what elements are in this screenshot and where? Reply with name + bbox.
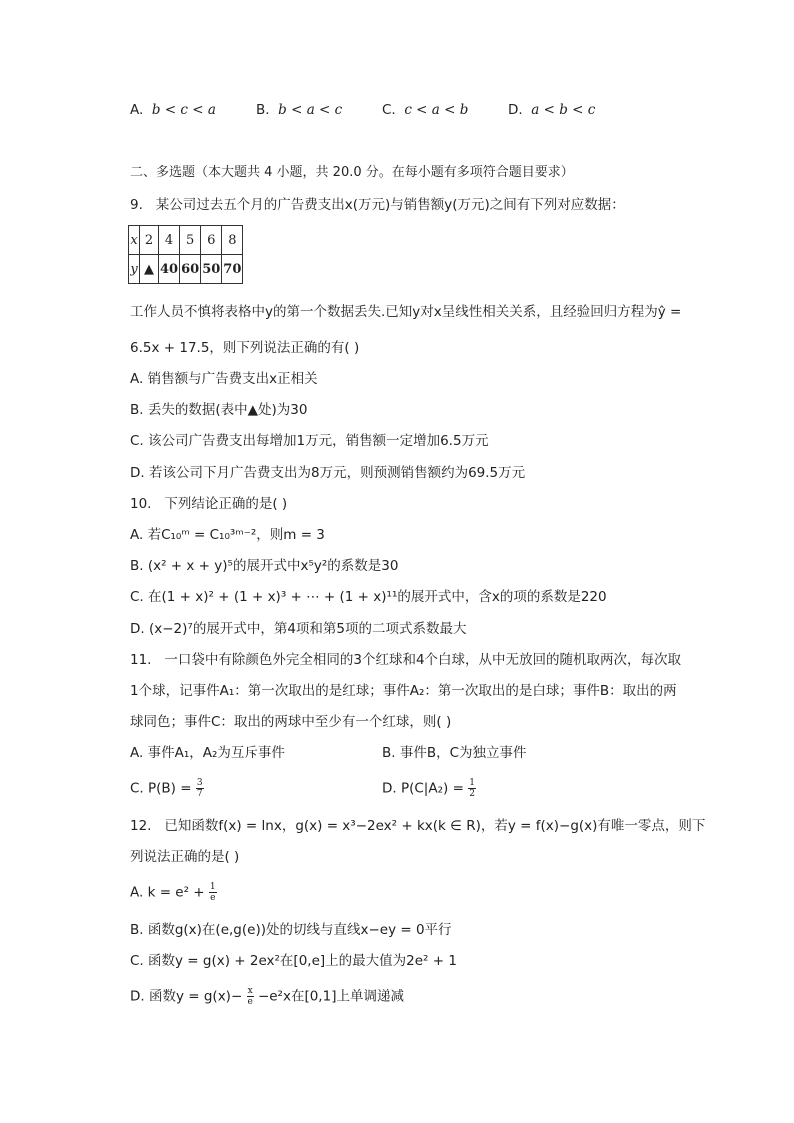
q9-option-c: C. 该公司广告费支出每增加1万元，销售额一定增加6.5万元 — [130, 433, 489, 449]
table-cell: 70 — [222, 255, 243, 284]
q12-option-b: B. 函数g(x)在(e,g(e))处的切线与直线x−ey = 0平行 — [130, 922, 452, 938]
q9-option-b: B. 丢失的数据(表中▲处)为30 — [130, 402, 308, 418]
q11-option-a: A. 事件A₁，A₂为互斥事件 — [130, 745, 285, 761]
previous-question-options — [130, 102, 650, 124]
q10-stem: 10. 下列结论正确的是( ) — [130, 496, 288, 512]
q9-line2: 工作人员不慎将表格中y的第一个数据丢失.已知y对x呈线性相关关系，且经验回归方程为ŷ = — [130, 304, 682, 320]
table-row — [129, 255, 243, 284]
q11-option-b: B. 事件B，C为独立事件 — [382, 745, 527, 761]
q11-option-d: D. P(C|A₂) = $\frac{1}{2}$ — [382, 778, 475, 799]
option-b: B. b < a < c — [256, 102, 343, 118]
q12-option-c: C. 函数y = g(x) + 2ex²在[0,e]上的最大值为2e² + 1 — [130, 953, 457, 969]
fraction: $\frac{1}{2}$ — [469, 778, 475, 799]
table-cell: 8 — [222, 226, 243, 255]
table-cell: ▲ — [140, 255, 159, 284]
q9-option-a: A. 销售额与广告费支出x正相关 — [130, 371, 318, 387]
fraction: $\frac{1}{e}$ — [209, 882, 216, 903]
q12-line2: 列说法正确的是( ) — [130, 849, 240, 865]
q10-option-d: D. (x−2)⁷的展开式中，第4项和第5项的二项式系数最大 — [130, 621, 467, 637]
table-cell: x — [129, 226, 140, 255]
table-cell: 6 — [201, 226, 222, 255]
q11-option-c: C. P(B) = $\frac{3}{7}$ — [130, 778, 203, 799]
table-row — [129, 226, 243, 255]
q9-line3: 6.5x + 17.5，则下列说法正确的有( ) — [130, 340, 360, 356]
q9-option-d: D. 若该公司下月广告费支出为8万元，则预测销售额约为69.5万元 — [130, 465, 526, 481]
table-cell: 5 — [180, 226, 201, 255]
table-cell: 50 — [201, 255, 222, 284]
table-cell: 4 — [159, 226, 180, 255]
q11-line2: 1个球，记事件A₁：第一次取出的是红球；事件A₂：第一次取出的是白球；事件B：取出的两 — [130, 683, 677, 699]
option-c: C. c < a < b — [382, 102, 469, 118]
q12-option-a: A. k = e² + $\frac{1}{e}$ — [130, 882, 216, 903]
q12-line1: 12. 已知函数f(x) = lnx，g(x) = x³−2ex² + kx(k ∈ R)，若y = f(x)−g(x)有唯一零点，则下 — [130, 818, 706, 834]
table-cell: 60 — [180, 255, 201, 284]
q9-data-table — [128, 225, 243, 284]
q9-stem: 9. 某公司过去五个月的广告费支出x(万元)与销售额y(万元)之间有下列对应数据： — [130, 197, 625, 213]
q12-option-d: D. 函数y = g(x)− $\frac{x}{e}$ −e²x在[0,1]上单调递减 — [130, 986, 404, 1007]
section-title: 二、多选题（本大题共 4 小题，共 20.0 分。在每小题有多项符合题目要求） — [130, 165, 574, 180]
option-d: D. a < b < c — [508, 102, 596, 118]
table-cell: 2 — [140, 226, 159, 255]
table-cell: 40 — [159, 255, 180, 284]
q11-line1: 11. 一口袋中有除颜色外完全相同的3个红球和4个白球，从中无放回的随机取两次，每次取 — [130, 652, 682, 668]
option-a: A. b < c < a — [130, 102, 216, 118]
q10-option-a: A. 若C₁₀ᵐ = C₁₀³ᵐ⁻²，则m = 3 — [130, 527, 325, 543]
q11-line3: 球同色；事件C：取出的两球中至少有一个红球，则( ) — [130, 714, 452, 730]
fraction: $\frac{x}{e}$ — [247, 986, 253, 1007]
q10-option-b: B. (x² + x + y)⁵的展开式中x⁵y²的系数是30 — [130, 558, 399, 574]
q10-option-c: C. 在(1 + x)² + (1 + x)³ + ⋯ + (1 + x)¹¹的展开式中，含x的项的系数是220 — [130, 589, 607, 605]
fraction: $\frac{3}{7}$ — [196, 778, 203, 799]
table-cell: y — [129, 255, 140, 284]
